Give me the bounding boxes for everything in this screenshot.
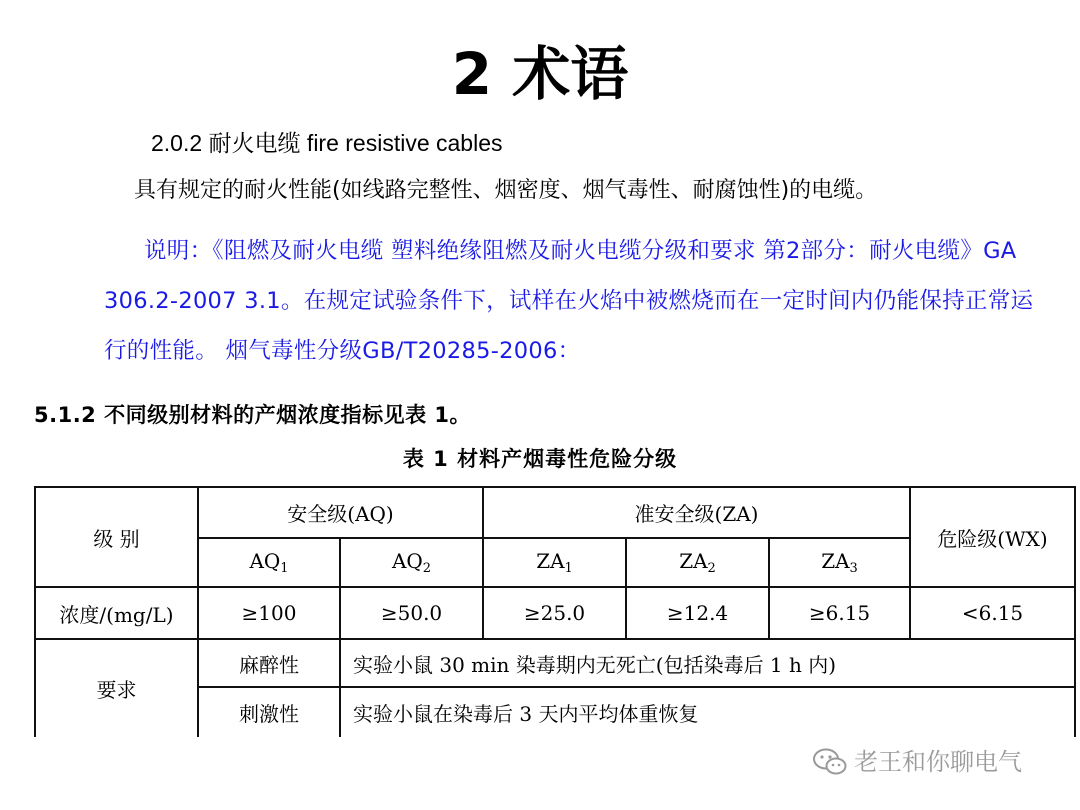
concentration-value-za3: ≥6.15 (769, 587, 910, 639)
concentration-label: 浓度/(mg/L) (35, 587, 198, 639)
sub-header-base: AQ (249, 549, 281, 573)
sub-header-base: ZA (536, 549, 565, 573)
group-za-header: 准安全级(ZA) (483, 487, 910, 538)
explanatory-note: 说明：《阻燃及耐火电缆 塑料绝缘阻燃及耐火电缆分级和要求 第2部分：耐火电缆》GA 306.2-2007 3.1。在规定试验条件下，试样在火焰中被燃烧而在一定时间内仍能保持正常运行的性能。 烟气毒性分级GB/T20285-2006： (104, 238, 1034, 364)
sub-header-za3 (769, 538, 910, 587)
concentration-value-za1: ≥25.0 (483, 587, 626, 639)
sub-header-za1 (483, 538, 626, 587)
sub-header-index: 3 (849, 561, 858, 576)
requirement-irritant-label: 刺激性 (198, 687, 340, 738)
page-title: 2 术语 (451, 40, 629, 108)
requirement-narcotic-label: 麻醉性 (198, 639, 340, 687)
table-title: 表 1 材料产烟毒性危险分级 (402, 447, 678, 471)
clause-5-1-2: 5.1.2 不同级别材料的产烟浓度指标见表 1。 (34, 403, 472, 427)
sub-header-za2 (626, 538, 769, 587)
term-definition: 具有规定的耐火性能(如线路完整性、烟密度、烟气毒性、耐腐蚀性)的电缆。 (134, 178, 878, 203)
sub-header-aq2 (340, 538, 483, 587)
concentration-value-wx: <6.15 (910, 587, 1075, 639)
term-heading: 2.0.2 耐火电缆 fire resistive cables (151, 130, 503, 156)
group-aq-header: 安全级(AQ) (198, 487, 483, 538)
sub-header-index: 2 (707, 561, 716, 576)
concentration-value-za2: ≥12.4 (626, 587, 769, 639)
watermark-text: 老王和你聊电气 (854, 748, 1022, 776)
group-wx-header: 危险级(WX) (910, 487, 1075, 587)
requirement-narcotic-text: 实验小鼠 30 min 染毒期内无死亡(包括染毒后 1 h 内) (340, 639, 1075, 687)
sub-header-base: ZA (821, 549, 850, 573)
concentration-value-aq2: ≥50.0 (340, 587, 483, 639)
sub-header-aq1 (198, 538, 340, 587)
requirement-irritant-text: 实验小鼠在染毒后 3 天内平均体重恢复 (340, 687, 1075, 738)
sub-header-index: 2 (422, 561, 432, 576)
watermark (812, 745, 1022, 779)
concentration-value-aq1: ≥100 (198, 587, 340, 639)
sub-header-index: 1 (280, 561, 289, 576)
sub-header-base: ZA (679, 549, 708, 573)
wechat-icon (812, 747, 848, 777)
grade-header-cell: 级 别 (35, 487, 198, 587)
sub-header-base: AQ (391, 549, 423, 573)
requirement-label: 要求 (35, 639, 198, 738)
smoke-toxicity-table (34, 486, 1076, 739)
sub-header-index: 1 (564, 561, 573, 576)
